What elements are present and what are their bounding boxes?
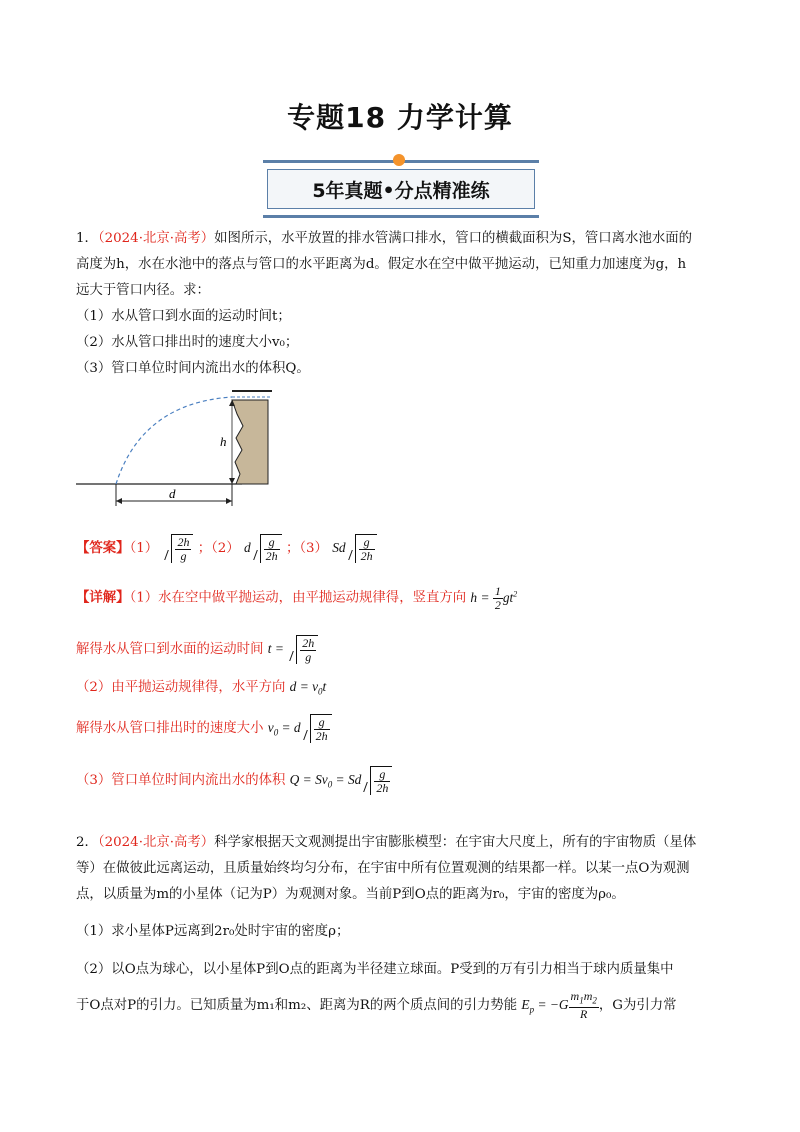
q1-line1: 1．（2024·北京·高考）如图所示，水平放置的排水管满口排水，管口的横截面积为S，管口离水池水面的 <box>76 231 693 246</box>
q1-sub2: （2）水从管口排出时的速度大小v₀； <box>76 335 299 350</box>
section-banner <box>263 160 539 218</box>
q1-detail-5: （3）管口单位时间内流出水的体积 $Q = Sv_0 = Sd$ $\frac{g}{2h}$ <box>76 766 392 795</box>
q1-sub1: （1）水从管口到水面的运动时间t； <box>76 309 291 324</box>
page-title: 专题18 力学计算 <box>287 101 513 134</box>
q1-answer: 【答案】（1） $\frac{2h}{g}$ ；（2） d $\frac{g}{2h}$ ；（3） Sd $\frac{g}{2h}$ <box>76 534 377 563</box>
q2-sub1: （1）求小星体P远离到2r₀处时宇宙的密度ρ； <box>76 924 350 939</box>
fig-label-h: h <box>220 434 227 449</box>
q1-detail-3: （2）由平抛运动规律得，水平方向 $d = v_0t$ <box>76 679 327 697</box>
q1-detail-4: 解得水从管口排出时的速度大小 $v_0 = d$ $\frac{g}{2h}$ <box>76 714 332 743</box>
q1-sub3: （3）管口单位时间内流出水的体积Q。 <box>76 361 310 376</box>
q1-figure <box>72 388 292 508</box>
q1-stem <box>76 226 726 382</box>
fig-label-d: d <box>169 486 176 501</box>
q2-line3: 点，以质量为m的小星体（记为P）为观测对象。当前P到O点的距离为r₀，宇宙的密度为ρ₀。 <box>76 887 625 902</box>
q2-line2: 等）在做彼此远离运动，且质量始终均匀分布，在宇宙中所有位置观测的结果都一样。以某一点O为观测 <box>76 861 690 876</box>
q2-sub2: （2）以O点为球心，以小星体P到O点的距离为半径建立球面。P受到的万有引力相当于球内质量集中 <box>76 962 674 977</box>
q2-stem <box>76 830 726 908</box>
q2-line1: 2．（2024·北京·高考）科学家根据天文观测提出宇宙膨胀模型：在宇宙大尺度上，所有的宇宙物质（星体 <box>76 835 697 850</box>
q1-line3: 远大于管口内径。求： <box>76 283 210 298</box>
banner-dot-icon <box>393 154 405 166</box>
banner-text: 5年真题•分点精准练 <box>267 169 535 209</box>
q1-line2: 高度为h，水在水池中的落点与管口的水平距离为d。假定水在空中做平抛运动，已知重力加速度为g，h <box>76 257 687 272</box>
q1-detail-2: 解得水从管口到水面的运动时间 t = $\frac{2h}{g}$ <box>76 635 318 664</box>
q2-sub3: 于O点对P的引力。已知质量为m₁和m₂、距离为R的两个质点间的引力势能 $E_p = -G$ $\frac{m_1m_2}{R}$ ，G为引力常 <box>76 989 677 1022</box>
q1-detail-1: 【详解】（1）水在空中做平抛运动，由平抛运动规律得，竖直方向 h = $\frac{1}{2}$ $gt^2$ <box>76 584 518 612</box>
